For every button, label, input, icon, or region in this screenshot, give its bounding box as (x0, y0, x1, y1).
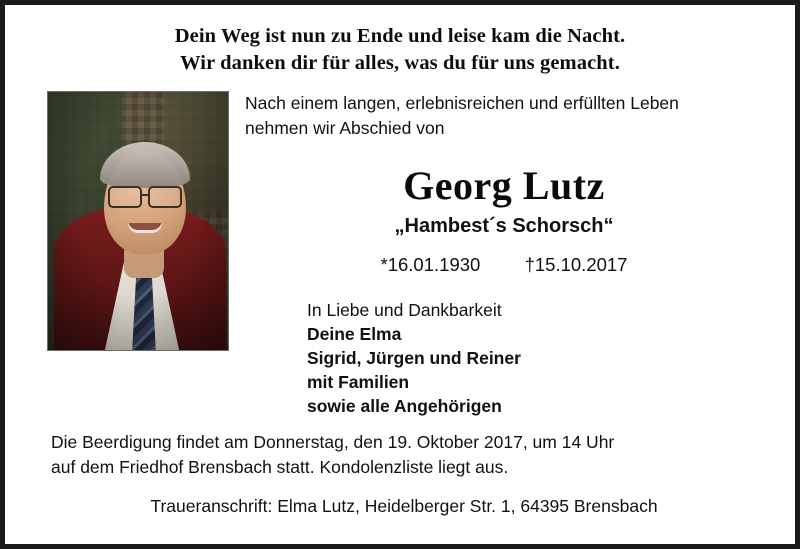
memorial-verse (31, 23, 769, 77)
family-line-5: sowie alle Angehörigen (307, 396, 502, 417)
intro-text (245, 91, 763, 142)
funeral-line-2: auf dem Friedhof Brensbach statt. Kondolenzliste liegt aus. (51, 457, 509, 478)
photo-vignette (48, 92, 228, 350)
family-line-3: Sigrid, Jürgen und Reiner (307, 347, 521, 368)
portrait-container (31, 91, 227, 351)
intro-line-2: nehmen wir Abschied von (245, 118, 445, 139)
family-line-4: mit Familien (307, 372, 410, 393)
family-block (245, 298, 763, 419)
funeral-line-1: Die Beerdigung findet am Donnerstag, den 19. Oktober 2017, um 14 Uhr (51, 432, 615, 453)
mourning-address: Traueranschrift: Elma Lutz, Heidelberger Str. 1, 64395 Brensbach (150, 496, 658, 517)
deceased-name: Georg Lutz (403, 162, 605, 208)
funeral-details (51, 430, 757, 480)
birth-date: *16.01.1930 (380, 253, 481, 275)
verse-line-2: Wir danken dir für alles, was du für uns gemacht. (180, 52, 620, 75)
notice-text-column (227, 91, 769, 418)
family-line-2: Deine Elma (307, 323, 402, 344)
notice-footer (31, 430, 769, 517)
intro-line-1: Nach einem langen, erlebnisreichen und erfüllten Leben (245, 93, 679, 114)
verse-line-1: Dein Weg ist nun zu Ende und leise kam die Nacht. (174, 25, 626, 47)
family-line-1: In Liebe und Dankbarkeit (307, 299, 502, 320)
deceased-nickname: „Hambest´s Schorsch“ (394, 214, 614, 237)
death-date: †15.10.2017 (524, 253, 628, 275)
life-dates (245, 254, 763, 276)
portrait-photo (47, 91, 229, 351)
notice-body (31, 91, 769, 418)
